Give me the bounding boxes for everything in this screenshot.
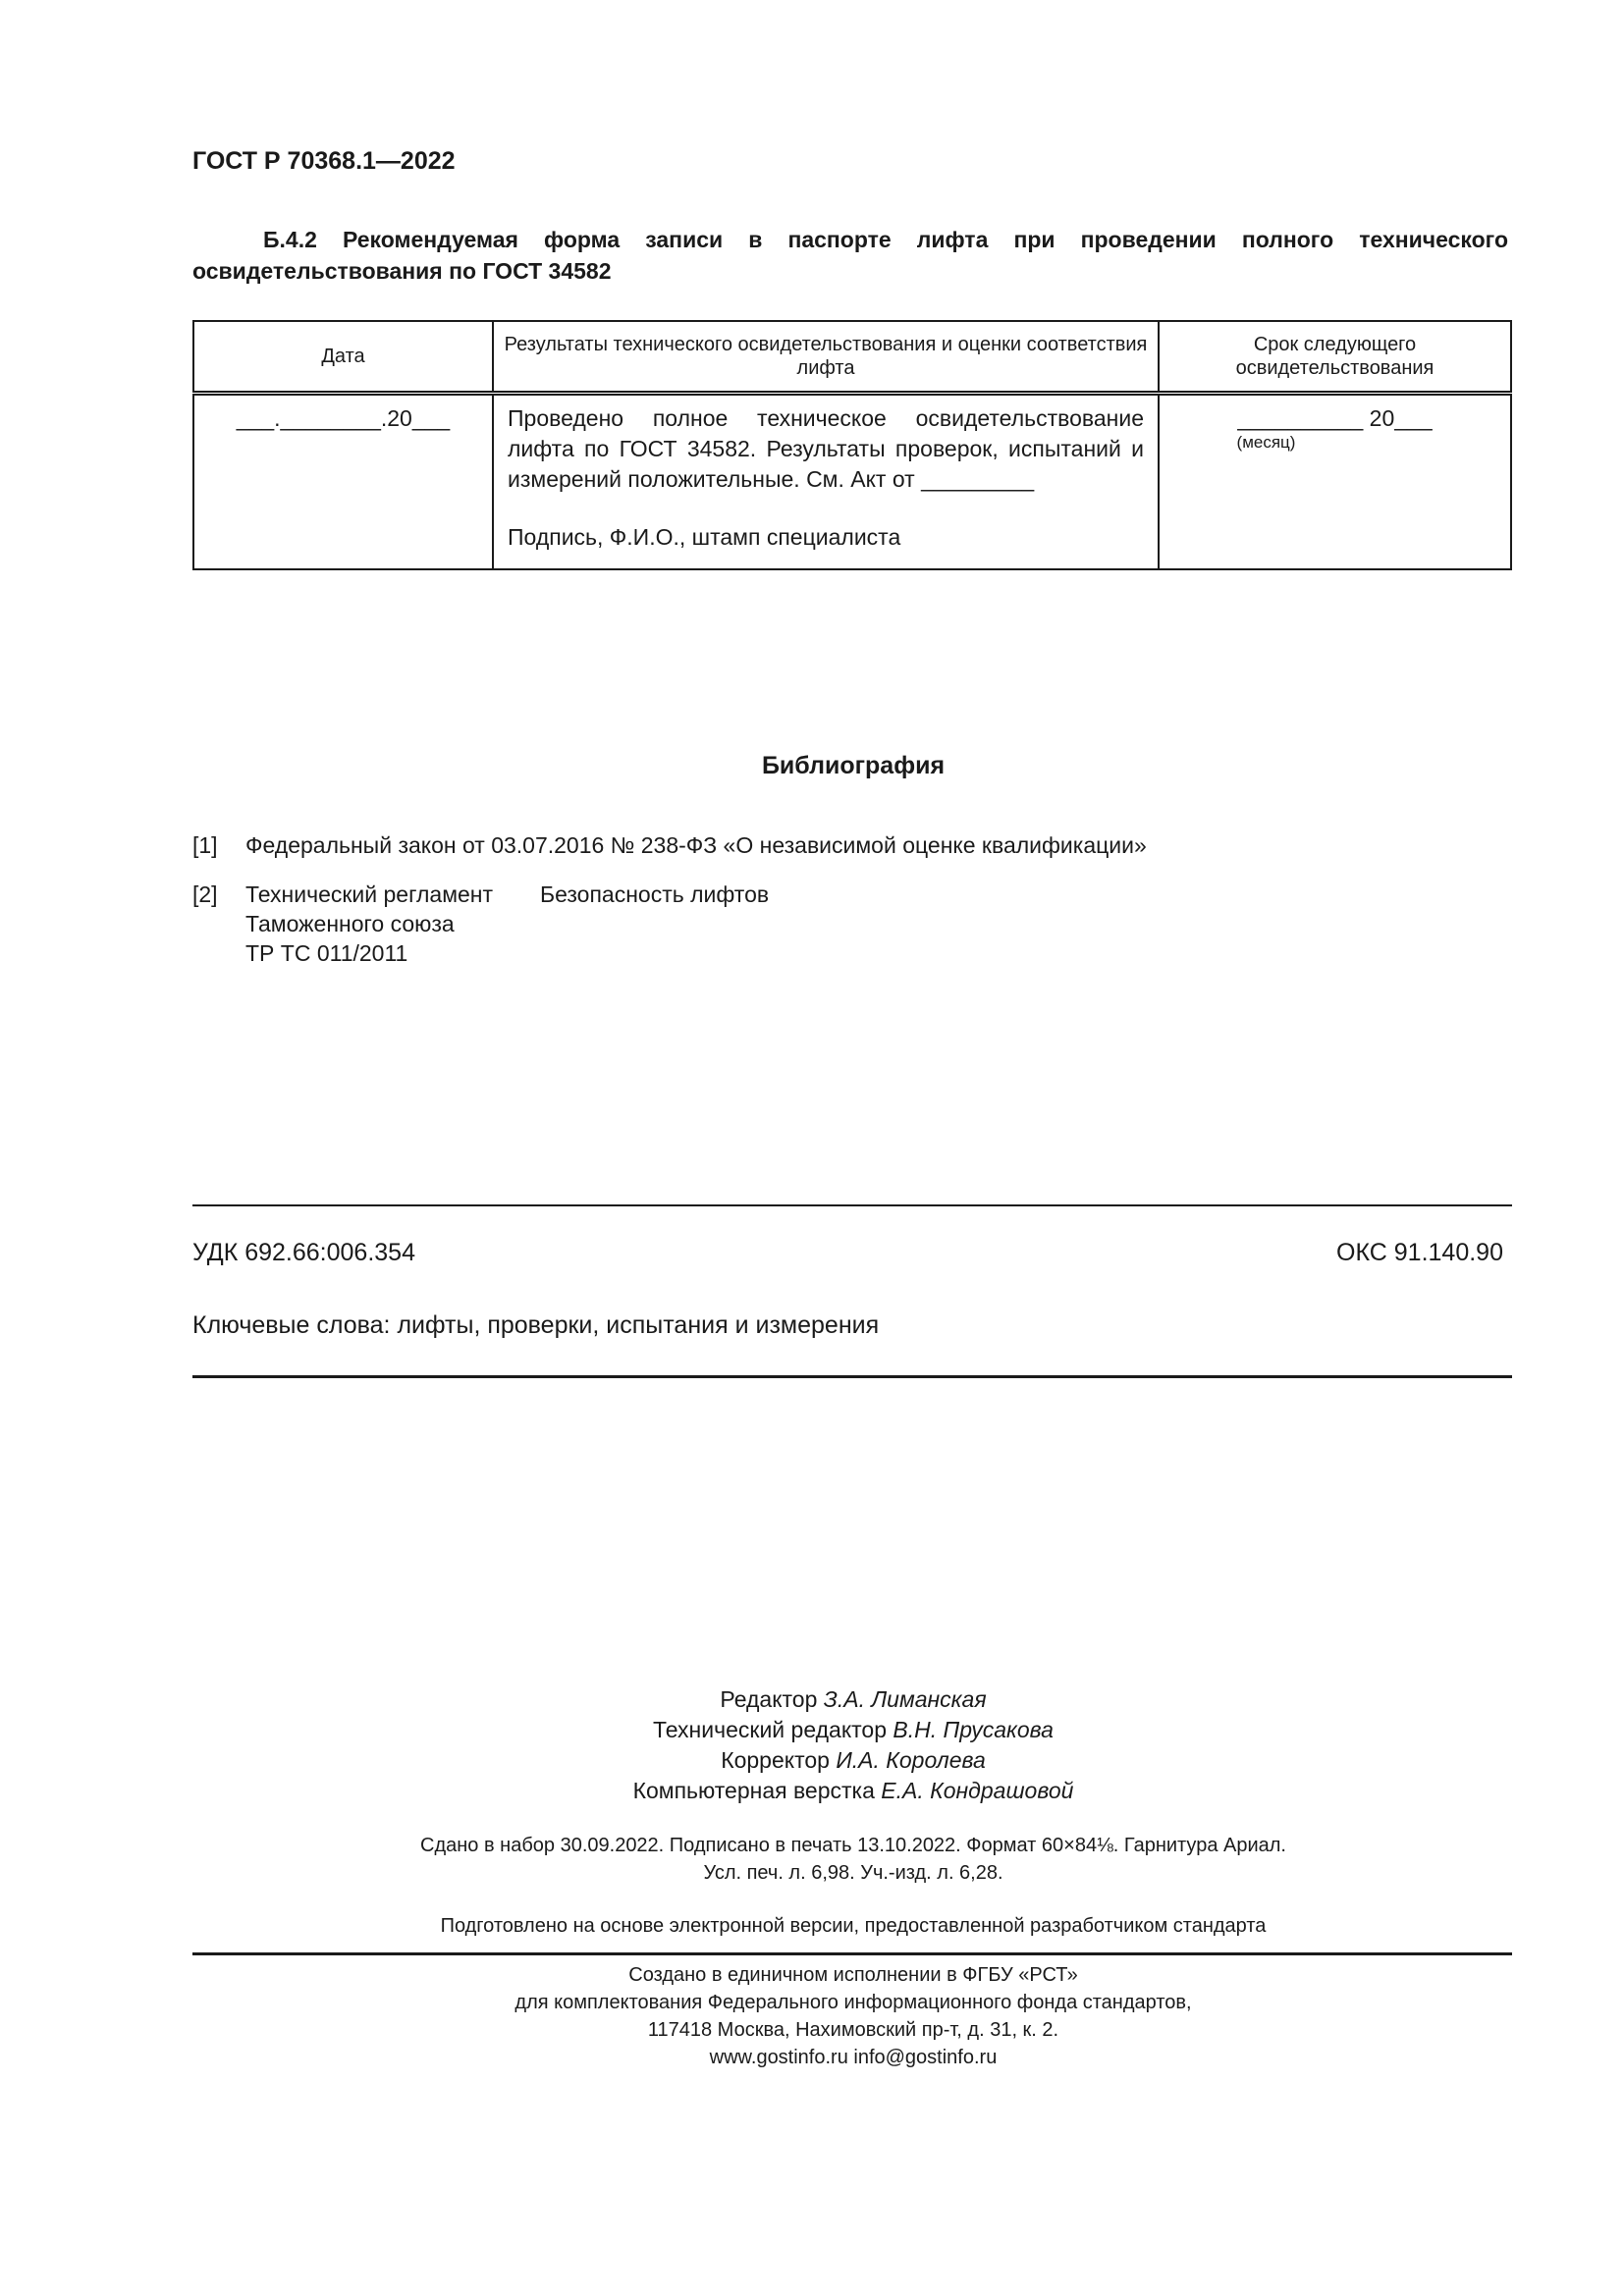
credits [0,1684,1624,1806]
prepared-note: Подготовлено на основе электронной версии, предоставленной разработчиком стандарта [440,1915,1267,1937]
created-line-2: для комплектования Федерального информационного фонда стандартов, [514,1992,1192,2013]
signature-line: Подпись, Ф.И.О., штамп специалиста [508,524,901,550]
result-cell [493,394,1159,570]
header-next-term: Срок следующего освидетельствования [1159,321,1511,394]
rule-imprint [192,1952,1512,1955]
bib-item-1-text: Федеральный закон от 03.07.2016 № 238-ФЗ «О независимой оценке квалификации» [245,832,1147,858]
bib-item-2-number: [2] [192,881,218,907]
rule-top [192,1204,1512,1206]
bib-item-2-line3: ТР ТС 011/2011 [245,940,408,966]
print-line-2: Усл. печ. л. 6,98. Уч.-изд. л. 6,28. [703,1862,1003,1884]
table-header-row [193,321,1511,394]
publisher-web: www.gostinfo.ru info@gostinfo.ru [709,2047,998,2068]
passport-record-table [192,320,1512,570]
credit-editor: Редактор З.А. Лиманская [720,1686,987,1712]
month-label: (месяц) [1236,433,1296,452]
date-blank: ___.________.20___ [236,405,451,431]
oks-code: ОКС 91.140.90 [1336,1239,1503,1266]
bib-item-2-line2: Таможенного союза [245,911,455,936]
next-term-blank: __________ 20___ [1237,405,1433,431]
credit-tech-editor: Технический редактор В.Н. Прусакова [653,1717,1054,1742]
table-row [193,394,1511,570]
date-cell [193,394,493,570]
credit-proofreader: Корректор И.А. Королева [721,1747,986,1773]
udk-code: УДК 692.66:006.354 [192,1239,415,1266]
credit-layout: Компьютерная верстка Е.А. Кондрашовой [632,1778,1074,1803]
bibliography-title: Библиография [761,752,946,779]
created-line-1: Создано в единичном исполнении в ФГБУ «РСТ» [628,1964,1078,1986]
imprint-print-info [0,1832,1624,1887]
credit-layout-name: Е.А. Кондрашовой [881,1778,1074,1803]
publisher-address: 117418 Москва, Нахимовский пр-т, д. 31, к. 2. [647,2019,1059,2041]
section-heading: Б.4.2 Рекомендуемая форма записи в паспорте лифта при проведении полного технического освидетельствования по ГОСТ 34582 [192,227,1508,284]
credit-proofreader-name: И.А. Королева [836,1747,986,1773]
rule-keywords [192,1375,1512,1378]
header-date: Дата [193,321,493,394]
keywords: Ключевые слова: лифты, проверки, испытания и измерения [192,1311,880,1339]
publisher-info [0,1961,1624,2071]
result-text: Проведено полное техническое освидетельствование лифта по ГОСТ 34582. Результаты проверок, испытаний и измерений положительные. См. Акт от _________ [508,405,1144,492]
credit-editor-name: З.А. Лиманская [823,1686,987,1712]
standard-id: ГОСТ Р 70368.1—2022 [192,147,456,175]
print-line-1: Сдано в набор 30.09.2022. Подписано в печать 13.10.2022. Формат 60×84⅛. Гарнитура Ариал. [420,1835,1286,1856]
credit-tech-editor-name: В.Н. Прусакова [893,1717,1054,1742]
bib-item-2-line1: Технический регламент [245,881,494,907]
bib-item-1-number: [1] [192,832,218,858]
header-results: Результаты технического освидетельствования и оценки соответствия лифта [493,321,1159,394]
next-term-cell [1159,394,1511,570]
bib-item-2-subject: Безопасность лифтов [540,881,770,907]
